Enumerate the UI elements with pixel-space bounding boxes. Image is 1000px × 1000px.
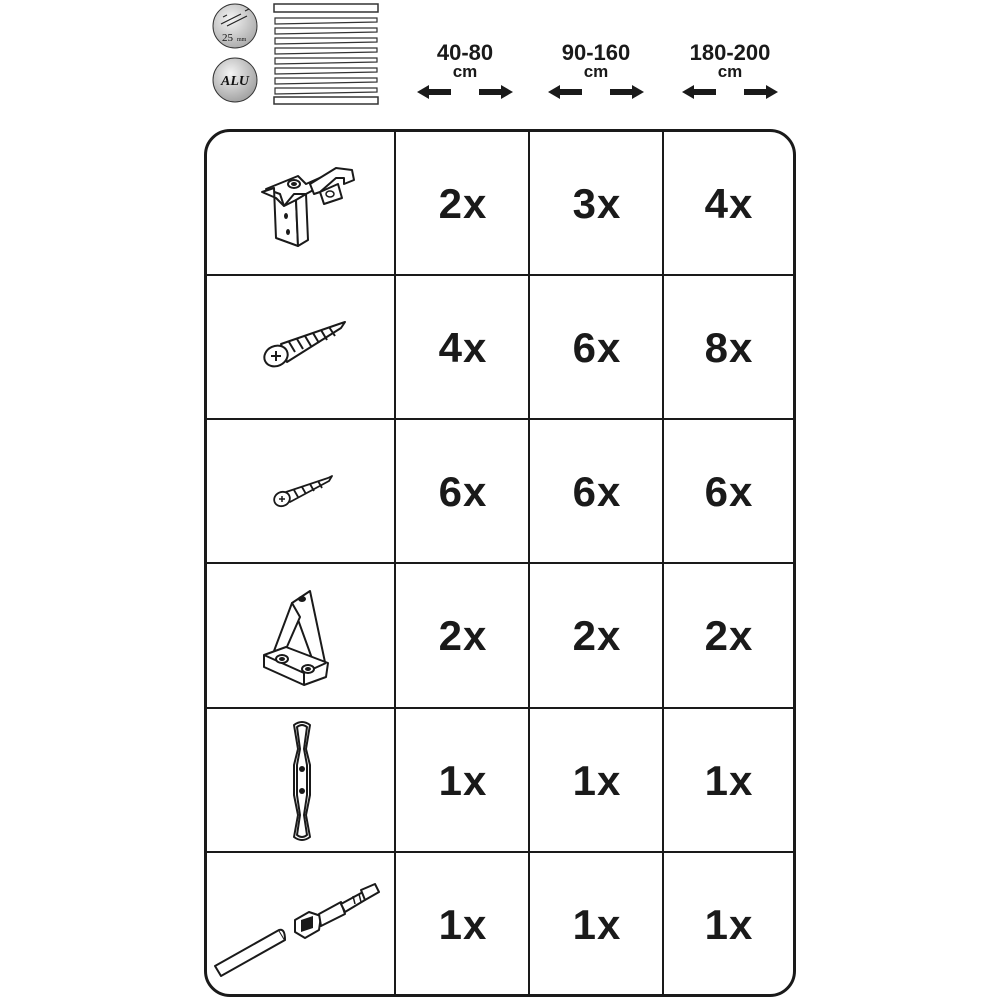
quantity-cell: 8x	[704, 324, 754, 371]
table-row	[207, 709, 793, 853]
quantity-cell: 6x	[438, 468, 488, 515]
column-header-medium	[526, 42, 666, 99]
slat-width-badge	[212, 3, 258, 49]
quantity-cell: 1x	[704, 757, 754, 804]
column-unit: cm	[717, 62, 743, 81]
part-cell	[207, 132, 394, 276]
column-unit: cm	[583, 62, 609, 81]
part-cell	[207, 420, 394, 564]
quantity-cell: 2x	[438, 180, 488, 227]
quantity-cell: 1x	[438, 901, 488, 948]
angle-bracket-icon	[256, 581, 346, 691]
column-range: 90-160	[561, 40, 631, 65]
column-range: 40-80	[436, 40, 494, 65]
width-arrows-icon	[682, 85, 778, 99]
cord-connector-icon	[276, 719, 326, 844]
quantity-cell: 2x	[572, 612, 622, 659]
material-badge-text: ALU	[221, 74, 249, 89]
quantity-cell: 3x	[572, 180, 622, 227]
width-badge-unit: mm	[237, 37, 247, 43]
width-arrows-icon	[417, 85, 513, 99]
part-cell	[207, 709, 394, 853]
table-row	[207, 276, 793, 420]
part-cell	[207, 276, 394, 420]
material-badge	[212, 57, 258, 103]
part-cell	[207, 564, 394, 708]
column-range: 180-200	[689, 40, 771, 65]
quantity-cell: 1x	[438, 757, 488, 804]
table-row	[207, 132, 793, 276]
part-cell	[207, 853, 394, 997]
quantity-cell: 1x	[572, 901, 622, 948]
mounting-bracket-icon	[236, 154, 366, 254]
width-arrows-icon	[548, 85, 644, 99]
width-badge-text: 25	[222, 32, 233, 44]
parts-table	[204, 129, 796, 997]
column-header-large	[660, 42, 800, 99]
quantity-cell: 6x	[572, 468, 622, 515]
quantity-cell: 2x	[704, 612, 754, 659]
column-unit: cm	[452, 62, 478, 81]
quantity-cell: 1x	[572, 757, 622, 804]
table-row	[207, 420, 793, 564]
small-screw-icon	[266, 472, 336, 512]
column-header-small	[395, 42, 535, 99]
table-row	[207, 564, 793, 708]
tilt-wand-icon	[213, 870, 388, 980]
quantity-cell: 2x	[438, 612, 488, 659]
quantity-cell: 4x	[438, 324, 488, 371]
quantity-cell: 6x	[572, 324, 622, 371]
venetian-blind-icon	[272, 2, 382, 106]
table-row	[207, 853, 793, 997]
quantity-cell: 1x	[704, 901, 754, 948]
quantity-cell: 6x	[704, 468, 754, 515]
quantity-cell: 4x	[704, 180, 754, 227]
large-screw-icon	[251, 318, 351, 378]
